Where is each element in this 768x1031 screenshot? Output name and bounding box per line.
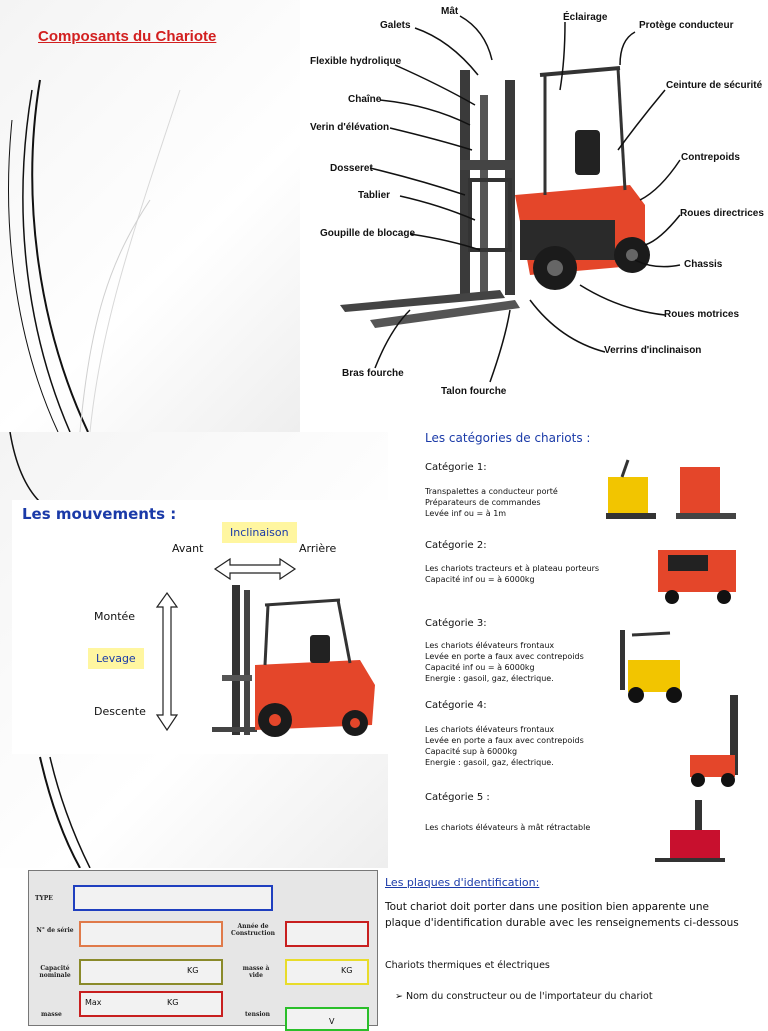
plates-title: Les plaques d'identification: — [385, 876, 540, 889]
label-tablier: Tablier — [358, 190, 391, 201]
category-4-line: Levée en porte a faux avec contrepoids — [425, 736, 584, 745]
plate-mass-label: masse — [41, 1011, 62, 1018]
label-roues-motrices: Roues motrices — [664, 309, 740, 320]
label-bras-fourche: Bras fourche — [342, 368, 404, 379]
label-eclairage: Éclairage — [563, 12, 608, 23]
montee-label: Montée — [94, 610, 136, 623]
category-3-line: Les chariots élévateurs frontaux — [425, 641, 555, 650]
category-1-line: Préparateurs de commandes — [425, 498, 541, 507]
category-5-heading: Catégorie 5 : — [425, 792, 490, 803]
movements-title: Les mouvements : — [22, 505, 177, 523]
plate-voltage-label: tension — [245, 1011, 270, 1018]
plate-empty-mass-label: masse à vide — [242, 965, 270, 979]
category-1-heading: Catégorie 1: — [425, 462, 487, 473]
plates-bullet-1 — [395, 989, 653, 1005]
label-roues-directrices: Roues directrices — [680, 208, 764, 219]
plates-bullet-1-text: Nom du constructeur ou de l'importateur du chariot — [406, 991, 653, 1002]
label-verrins-inclinaison: Verrins d'inclinaison — [604, 345, 702, 356]
components-title: Composants du Chariote — [38, 28, 217, 45]
plate-type-label: TYPE — [35, 895, 53, 902]
label-flexible-hydrolique: Flexible hydrolique — [310, 56, 402, 67]
category-illustrations — [600, 455, 760, 895]
label-chaine: Chaîne — [348, 94, 382, 105]
plates-paragraph: Tout chariot doit porter dans une position bien apparente une plaque d'identification durable avec les renseignements ci-dessous — [385, 901, 739, 929]
label-goupille-blocage: Goupille de blocage — [320, 228, 416, 239]
category-1-line: Levée inf ou = à 1m — [425, 509, 507, 518]
descente-label: Descente — [94, 705, 146, 718]
label-chassis: Chassis — [684, 259, 723, 270]
reach-truck-image — [655, 800, 725, 862]
pallet-truck-image — [606, 460, 736, 519]
plate-type-box — [73, 885, 273, 911]
identification-plate — [28, 870, 378, 1026]
categories-title: Les catégories de chariots : — [425, 431, 591, 445]
label-contrepoids: Contrepoids — [681, 152, 740, 163]
components-image-panel — [300, 0, 768, 432]
category-4-line: Energie : gasoil, gaz, électrique. — [425, 758, 554, 767]
category-5-line: Les chariots élévateurs à mât rétractable — [425, 823, 591, 832]
plate-voltage-box — [285, 1007, 369, 1031]
category-2-heading: Catégorie 2: — [425, 540, 487, 551]
category-2-line: Les chariots tracteurs et à plateau porteurs — [425, 564, 600, 573]
heavy-forklift-image — [690, 695, 738, 787]
arriere-label: Arrière — [299, 542, 337, 555]
plate-empty-mass-box — [285, 959, 369, 985]
plate-max-label: Max — [85, 998, 102, 1007]
levage-label: Levage — [88, 648, 144, 669]
plate-serial-box — [79, 921, 223, 947]
decorative-swoosh — [0, 0, 300, 432]
category-3-line: Levée en porte a faux avec contrepoids — [425, 652, 584, 661]
label-talon-fourche: Talon fourche — [441, 386, 507, 397]
category-4-line: Les chariots élévateurs frontaux — [425, 725, 555, 734]
movement-arrows — [0, 555, 388, 805]
plate-kg-2: KG — [341, 966, 353, 975]
plate-capacity-label: Capacité nominale — [39, 965, 71, 979]
plate-kg-1: KG — [187, 966, 199, 975]
plate-kg-3: KG — [167, 998, 179, 1007]
tractor-truck-image — [658, 550, 736, 604]
category-3-line: Capacité inf ou = à 6000kg — [425, 663, 535, 672]
category-3-line: Energie : gasoil, gaz, électrique. — [425, 674, 554, 683]
category-2-line: Capacité inf ou = à 6000kg — [425, 575, 535, 584]
plate-v-label: V — [329, 1017, 335, 1026]
avant-label: Avant — [172, 542, 204, 555]
inclinaison-label: Inclinaison — [222, 522, 297, 543]
label-ceinture-securite: Ceinture de sécurité — [666, 80, 763, 91]
label-galets: Galets — [380, 20, 411, 31]
plate-year-box — [285, 921, 369, 947]
category-3-heading: Catégorie 3: — [425, 618, 487, 629]
category-4-heading: Catégorie 4: — [425, 700, 487, 711]
components-panel — [0, 0, 300, 432]
label-verin-elevation: Verin d'élévation — [310, 122, 390, 133]
label-mat: Mât — [441, 6, 459, 17]
label-dosseret: Dosseret — [330, 163, 373, 174]
category-4-line: Capacité sup à 6000kg — [425, 747, 518, 756]
category-1-line: Transpalettes a conducteur porté — [425, 487, 558, 496]
bullet-arrow-icon: ➢ — [395, 991, 403, 1002]
plates-subtitle: Chariots thermiques et électriques — [385, 960, 550, 971]
label-protege-conducteur: Protège conducteur — [639, 20, 734, 31]
plate-serial-label: N° de série — [36, 927, 74, 934]
frontal-forklift-image — [620, 630, 682, 703]
plate-year-label: Année de Construction — [231, 923, 275, 937]
plate-capacity-box — [79, 959, 223, 985]
